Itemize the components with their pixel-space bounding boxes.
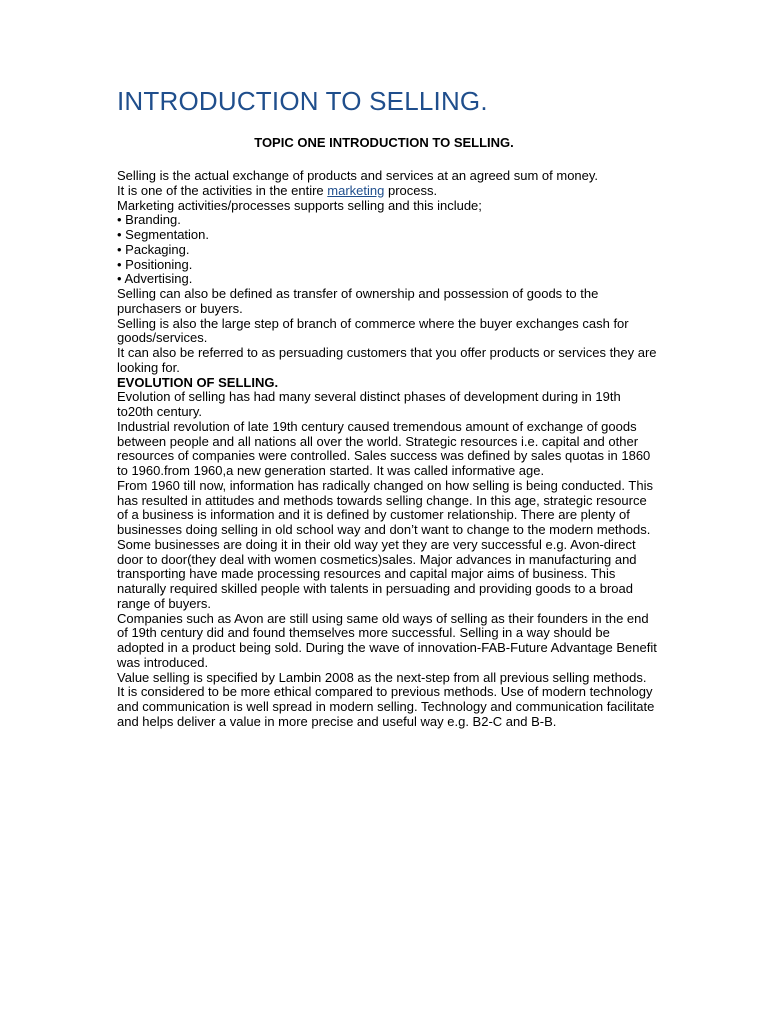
intro-text-after-link: process. (384, 182, 438, 198)
evolution-heading: EVOLUTION OF SELLING. (117, 374, 279, 390)
bullet-item-segmentation: • Segmentation. (117, 227, 209, 242)
intro-paragraph-3: Marketing activities/processes supports selling and this include; (117, 197, 482, 213)
bullet-item-packaging: • Packaging. (117, 241, 190, 257)
evolution-paragraph-5: Companies such as Avon are still using same old ways of selling as their founders in the end of 19th century did and found themselves more successful. Selling in a way should be adopted in a product being sold. During the wave of innovation-FAB-Future Advantage Benefit was introduced. (117, 610, 657, 670)
intro-text-before-link: It is one of the activities in the entire (117, 182, 328, 198)
definition-paragraph-1: Selling can also be defined as transfer of ownership and possession of goods to the purchasers or buyers. (117, 286, 599, 316)
evolution-paragraph-1: Evolution of selling has had many several distinct phases of development during in 19th to20th century. (117, 389, 621, 419)
marketing-link[interactable]: marketing (327, 182, 385, 198)
evolution-paragraph-6: Value selling is specified by Lambin 2008 as the next-step from all previous selling methods. It is considered to be more ethical compared to previous methods. Use of modern technology and communication is well spread in modern selling. Technology and communication facilitate and helps deliver a value in more precise and useful way e.g. B2-C and B-B. (117, 669, 655, 729)
intro-paragraph-2 (117, 184, 657, 199)
bullet-item-branding: • Branding. (117, 212, 181, 228)
topic-heading: TOPIC ONE INTRODUCTION TO SELLING. (254, 135, 514, 150)
document-title: INTRODUCTION TO SELLING. (117, 86, 488, 116)
bullet-item-advertising: • Advertising. (117, 271, 193, 287)
evolution-paragraph-4: Some businesses are doing it in their old way yet they are very successful e.g. Avon-direct door to door(they deal with women cosmetics)sales. Major advances in manufacturing and transporting have made processing resources and capital major aims of business. This naturally required skilled people with talents in persuading and providing goods to a broad range of buyers. (117, 536, 637, 611)
bullet-item-positioning: • Positioning. (117, 256, 193, 272)
evolution-paragraph-2: Industrial revolution of late 19th century caused tremendous amount of exchange of goods between people and all nations all over the world. Strategic resources i.e. capital and other resources of companies were controlled. Sales success was defined by sales quotas in 1860 to 1960.from 1960,a new generation started. It was called informative age. (117, 418, 651, 478)
intro-paragraph-1: Selling is the actual exchange of products and services at an agreed sum of money. (117, 168, 599, 183)
definition-paragraph-2: Selling is also the large step of branch of commerce where the buyer exchanges cash for goods/services. (117, 315, 629, 346)
evolution-paragraph-3: From 1960 till now, information has radically changed on how selling is being conducted. This has resulted in attitudes and methods towards selling change. In this age, strategic resource of a business is information and it is defined by customer relationship. There are plenty of businesses doing selling in old school way and don’t want to change to the modern methods. (117, 477, 653, 537)
document-body (117, 169, 657, 730)
definition-paragraph-3: It can also be referred to as persuading customers that you offer products or services they are looking for. (117, 345, 657, 375)
